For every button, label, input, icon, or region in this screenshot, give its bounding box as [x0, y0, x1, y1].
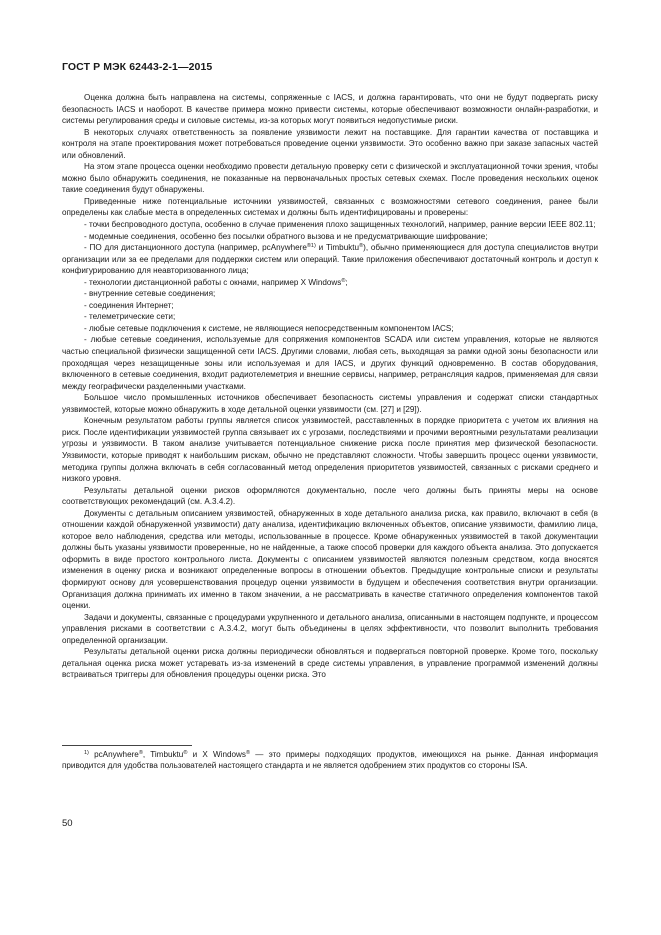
- footnote-text: $^{1)}$ pcAnywhere®, Timbuktu® и X Windows® — это примеры подходящих продуктов, имеющихся на рынке. Данная информация приводится для удобства пользователей настоящего стандарта и не является одобрением этих продуктов со стороны ISA.: [62, 750, 598, 771]
- list-item-telework: - технологии дистанционной работы с окнами, например X Windows®;: [84, 277, 348, 287]
- paragraph: Документы с детальным описанием уязвимостей, обнаруженных в ходе детального анализа риска, как правило, включают в себя (в отношении каждой обнаруженной уязвимости) дату анализа, идентификацию включенных объектов, описание уязвимости, фамилию лица, которое вело наблюдения, средства или методы, использованные в процессе. Кроме обнаруженных уязвимостей в такой документации должны быть указаны уязвимости проверенные, но не найденные, а также способ проверки для каждого объекта анализа. Это допускается оформить в виде простого контрольного листа. Документы с описанием уязвимостей являются полезным средством, когда вносятся изменения в оценку риска и возникают определенные вопросы в отношении объектов. Предыдущие контрольные списки и результаты формируют основу для усовершенствования процедур оценки уязвимости в будущем и обеспечения соответствия внутри организации. Организация должна принимать их именно в таком значении, а не рассматривать в качестве статичного определения компонентов такой оценки.: [62, 508, 598, 611]
- footnote-divider: [62, 745, 192, 746]
- paragraph: Конечным результатом работы группы является список уязвимостей, расставленных в порядке приоритета с учетом их влияния на риск. После идентификации уязвимостей группа связывает их с угрозами, последствиями и прочими вероятными результатами реализации угрозы и уязвимости. В таком анализе учитывается потенциальное снижение риска после принятия мер физической безопасности. Уязвимости, которые приводят к наибольшим рискам, обычно не представляют сложности. Чтобы завершить процесс оценки уязвимости, методика группы должна включать в себя согласованный метод определения приоритетов уязвимостей, связанных с рисками среднего и низкого уровня.: [62, 416, 598, 484]
- list-item: - внутренние сетевые соединения;: [84, 289, 216, 299]
- footnote: [62, 749, 598, 772]
- paragraph: Приведенные ниже потенциальные источники уязвимостей, связанных с возможностями сетевого соединения, ранее были определены как слабые места в определенных системах и должны быть идентифицированы и проверены:: [62, 196, 598, 218]
- list-item-remote-access: - ПО для дистанционного доступа (например, pcAnywhere$^{®1)}$ и Timbuktu®), обычно применяющиеся для доступа специалистов внутри организации или за ее пределами для поддержки систем или операций. Такие приложения обеспечивают достаточный контроль и доступ к конфигурированию для неавторизованного лица;: [62, 243, 599, 276]
- paragraph: На этом этапе процесса оценки необходимо провести детальную проверку сети с физической и эксплуатационной точки зрения, чтобы можно было обнаружить соединения, не показанные на первоначальных простых сетевых схемах. После проведения нескольких оценок такие соединения будут обнаружены.: [62, 162, 598, 195]
- paragraph: В некоторых случаях ответственность за появление уязвимости лежит на поставщике. Для гарантии качества от поставщика и контроля на этапе проектирования может потребоваться проведение оценки уязвимости. Это особенно важно при заказе запасных частей или обновлений.: [62, 127, 598, 160]
- paragraph: Задачи и документы, связанные с процедурами укрупненного и детального анализа, описанными в настоящем подпункте, и процессом управления рисками в соответствии с А.3.4.2, могут быть объединены в целях эффективности, что позволит выполнить требования определенной организации.: [62, 612, 598, 645]
- body-text: [62, 92, 598, 681]
- list-item: - любые сетевые соединения, используемые для сопряжения компонентов SCADA или систем управления, которые не являются частью специальной физически защищенной сети IACS. Другими словами, любая сеть, выходящая за рамки одной зоны безопасности или проходящая через незащищенные зоны или используемая и для IACS, и других функций одновременно. В состав оборудования, включенного в сетевые соединения, входит радиотелеметрия и внешние сервисы, например, ретрансляция кадров, применяемая для связи между географически разделенными участками.: [62, 335, 598, 391]
- paragraph: Результаты детальной оценки рисков оформляются документально, после чего должны быть приняты меры на основе соответствующих рекомендаций (см. А.3.4.2).: [62, 485, 598, 507]
- list-item: - любые сетевые подключения к системе, не являющиеся непосредственным компонентом IACS;: [84, 323, 454, 333]
- footnote-marker: 1): [84, 750, 89, 756]
- paragraph: Результаты детальной оценки риска должны периодически обновляться и подвергаться повторной проверке. Кроме того, поскольку детальная оценка риска может устаревать из-за изменений в среде системы управления, в управление программой изменений должны встраиваться триггеры для обновления процедуры оценки риска. Это: [62, 647, 598, 680]
- list-item: - телеметрические сети;: [84, 312, 176, 322]
- paragraph: Большое число промышленных источников обеспечивает безопасность системы управления и содержат списки стандартных уязвимостей, которые можно обнаружить в ходе детальной оценки уязвимости (см. [27] и [29]).: [62, 393, 598, 414]
- paragraph: Оценка должна быть направлена на системы, сопряженные с IACS, и должна гарантировать, что они не будут подвергать риску безопасность IACS и наоборот. В качестве примера можно привести системы, которые обеспечивают возможности онлайн-разработки, и системы регулирования среды и силовые системы, из-за которых могут появиться недопустимые риски.: [62, 93, 598, 126]
- list-item: - соединения Интернет;: [84, 300, 174, 310]
- document-header: ГОСТ Р МЭК 62443-2-1—2015: [62, 61, 213, 73]
- page-number: 50: [62, 818, 73, 829]
- list-item: - модемные соединения, особенно без посылки обратного вызова и не предусматривающие шифрование;: [84, 231, 488, 241]
- list-item: - точки беспроводного доступа, особенно в случае применения плохо защищенных технологий, например, ранние версии IEEE 802.11;: [84, 220, 596, 230]
